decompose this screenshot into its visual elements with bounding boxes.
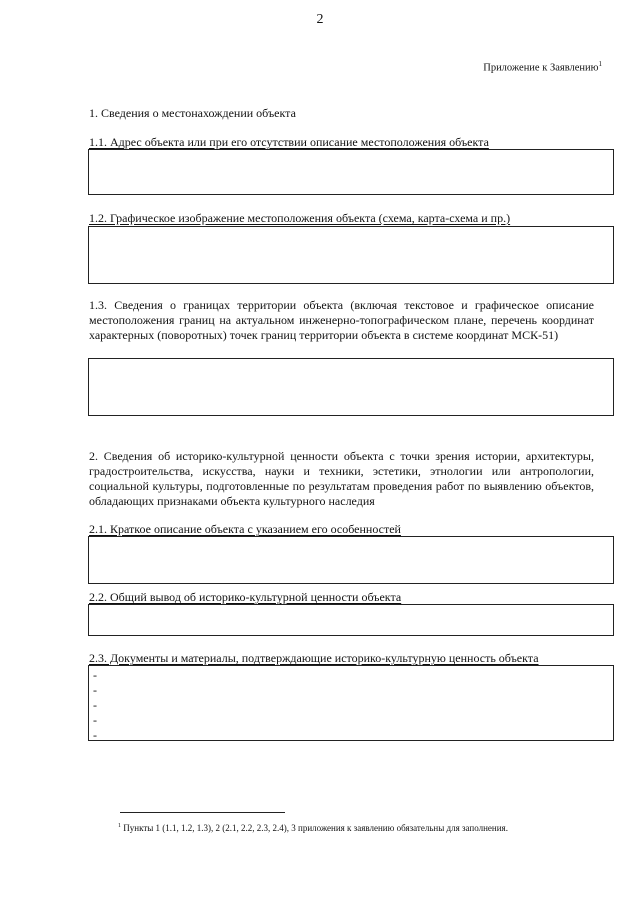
- section-2-2-label: 2.2. Общий вывод об историко-культурной ценности объекта: [89, 590, 402, 604]
- appendix-title-text: Приложение к Заявлению: [483, 62, 599, 74]
- appendix-footnote-mark: 1: [598, 60, 602, 68]
- appendix-title: [483, 60, 602, 74]
- page-number: 2: [316, 12, 324, 27]
- list-item: -: [93, 668, 97, 682]
- section-1-1-label: 1.1. Адрес объекта или при его отсутствии описание местоположения объекта: [89, 135, 489, 149]
- section-2-1-field[interactable]: [88, 536, 614, 584]
- section-2-3-field[interactable]: [88, 665, 614, 741]
- section-1-3-label: 1.3. Сведения о границах территории объекта (включая текстовое и графическое описание местоположения границ на актуальном инженерно-топографическом плане, перечень координат характерных (поворотных) точек границ территории объекта в системе координат МСК-51): [89, 298, 594, 342]
- section-1-1-field[interactable]: [88, 149, 614, 195]
- list-item: -: [93, 698, 97, 712]
- section-2-2-field[interactable]: [88, 604, 614, 636]
- footnote-text: Пункты 1 (1.1, 1.2, 1.3), 2 (2.1, 2.2, 2.3, 2.4), 3 приложения к заявлению обязательны для заполнения.: [123, 823, 508, 833]
- section-1-title: 1. Сведения о местонахождении объекта: [89, 106, 296, 120]
- section-2-1-label: 2.1. Краткое описание объекта с указанием его особенностей: [89, 522, 401, 536]
- footnote-divider: [120, 812, 285, 813]
- section-2-title: 2. Сведения об историко-культурной ценности объекта с точки зрения истории, архитектуры, градостроительства, искусства, науки и техники, эстетики, этнологии или антропологии, социальной культуры, подготовленные по результатам проведения работ по выявлению объектов, обладающих признаками объекта культурного наследия: [89, 449, 594, 508]
- footnote: [118, 820, 594, 834]
- list-item: -: [93, 713, 97, 727]
- section-1-3-field[interactable]: [88, 358, 614, 416]
- list-item: -: [93, 683, 97, 697]
- footnote-mark: 1: [118, 823, 121, 829]
- section-1-2-field[interactable]: [88, 226, 614, 284]
- section-2-3-label: 2.3. Документы и материалы, подтверждающие историко-культурную ценность объекта: [89, 651, 539, 665]
- section-1-2-label: 1.2. Графическое изображение местоположения объекта (схема, карта-схема и пр.): [89, 211, 511, 225]
- list-item: -: [93, 728, 97, 742]
- section-2-3-list: [89, 666, 613, 743]
